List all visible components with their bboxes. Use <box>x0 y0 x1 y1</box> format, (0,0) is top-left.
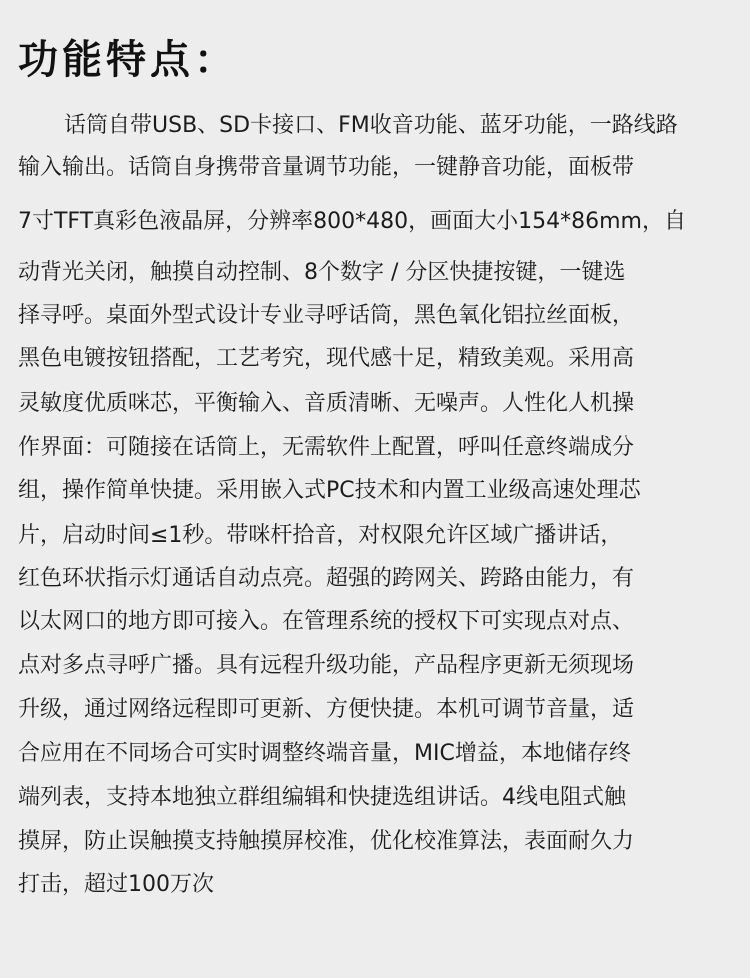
text-line: 输入输出。话筒自身携带音量调节功能，一键静音功能，面板带 <box>18 155 635 180</box>
text-line: 打击，超过100万次 <box>18 872 214 897</box>
text-line: 点对多点寻呼广播。具有远程升级功能，产品程序更新无须现场 <box>18 653 635 678</box>
text-line: 以太网口的地方即可接入。在管理系统的授权下可实现点对点、 <box>18 609 635 634</box>
text-line: 动背光关闭，触摸自动控制、8个数字 / 分区快捷按键，一键选 <box>18 260 626 285</box>
text-line: 红色环状指示灯通话自动点亮。超强的跨网关、跨路由能力，有 <box>18 566 635 591</box>
text-line: 组，操作简单快捷。采用嵌入式PC技术和内置工业级高速处理芯 <box>18 478 641 503</box>
text-line: 升级，通过网络远程即可更新、方便快捷。本机可调节音量，适 <box>18 697 635 722</box>
text-line: 话筒自带USB、SD卡接口、FM收音功能、蓝牙功能，一路线路 <box>64 113 678 138</box>
text-line: 摸屏，防止误触摸支持触摸屏校准，优化校准算法，表面耐久力 <box>18 829 635 854</box>
text-line: 片，启动时间≤1秒。带咪杆拾音，对权限允许区域广播讲话， <box>18 523 623 548</box>
text-line: 择寻呼。桌面外型式设计专业寻呼话筒，黑色氧化铝拉丝面板， <box>18 303 635 328</box>
text-line: 黑色电镀按钮搭配，工艺考究，现代感十足，精致美观。采用高 <box>18 346 635 371</box>
text-line: 作界面：可随接在话筒上，无需软件上配置，呼叫任意终端成分 <box>18 435 635 460</box>
page-title: 功能特点： <box>18 37 238 83</box>
text-line: 7寸TFT真彩色液晶屏，分辨率800*480，画面大小154*86mm，自 <box>18 209 686 234</box>
text-line: 灵敏度优质咪芯，平衡输入、音质清晰、无噪声。人性化人机操 <box>18 391 635 416</box>
text-line: 端列表，支持本地独立群组编辑和快捷选组讲话。4线电阻式触 <box>18 785 626 810</box>
text-line: 合应用在不同场合可实时调整终端音量，MIC增益，本地储存终 <box>18 741 631 766</box>
